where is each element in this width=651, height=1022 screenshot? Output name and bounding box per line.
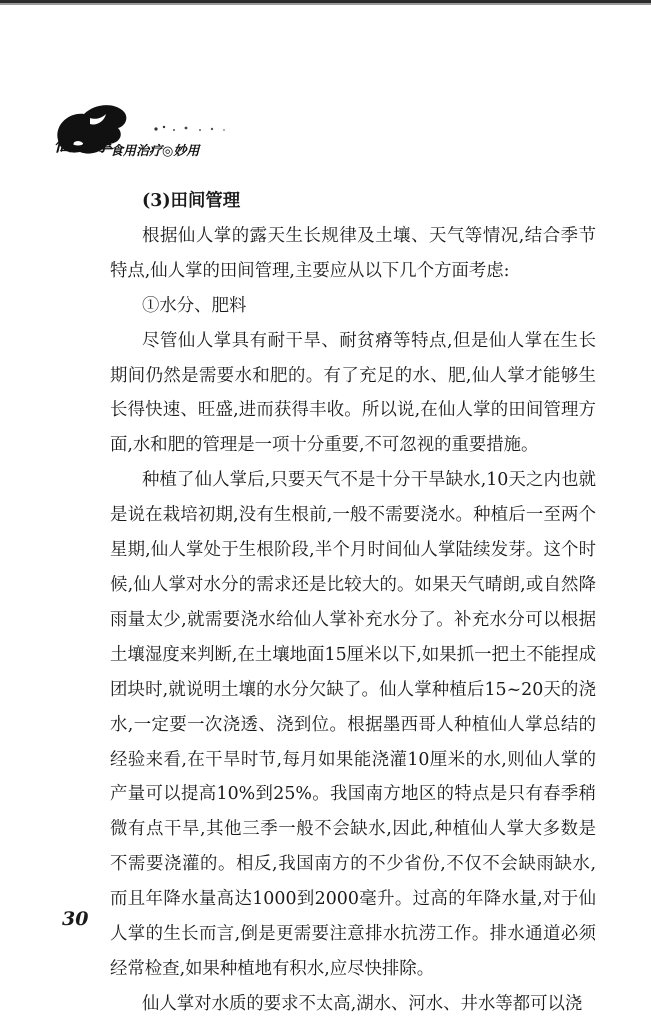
speckle-decoration — [150, 122, 240, 136]
paragraph: 尽管仙人掌具有耐干旱、耐贫瘠等特点,但是仙人掌在生长期间仍然是需要水和肥的。有了充足的水、肥,仙人掌才能够生长得快速、旺盛,进而获得丰收。所以说,在仙人掌的田间管理方面,水和肥的管理是一项十分重要,不可忽视的重要措施。 — [110, 330, 596, 456]
book-subtitle: 食用治疗◎妙用 — [110, 144, 200, 159]
paragraph: 仙人掌对水质的要求不太高,湖水、河水、井水等都可以浇 — [142, 993, 583, 1014]
paragraph: 种植了仙人掌后,只要天气不是十分干旱缺水,10天之内也就是说在栽培初期,没有生根前,一般不需要浇水。种植后一至两个星期,仙人掌处于生根阶段,半个月时间仙人掌陆续发芽。这个时候,仙人掌对水分的需求还是比较大的。如果天气晴朗,或自然降雨量太少,就需要浇水给仙人掌补充水分了。补充水分可以根据土壤湿度来判断,在土壤地面15厘米以下,如果抓一把土不能捏成团块时,就说明土壤的水分欠缺了。仙人掌种植后15~20天的浇水,一定要一次浇透、浇到位。根据墨西哥人种植仙人掌总结的经验来看,在干旱时节,每月如果能浇灌10厘米的水,则仙人掌的产量可以提高10%到25%。我国南方地区的特点是只有春季稍微有点干旱,其他三季一般不会缺水,因此,种植仙人掌大多数是不需要浇灌的。相反,我国南方的不少省份,不仅不会缺雨缺水,而且年降水量高达1000到2000毫升。过高的年降水量,对于仙人掌的生长而言,倒是更需要注意排水抗涝工作。排水通道必须经常检查,如果种植地有积水,应尽快排除。 — [110, 470, 596, 979]
section-heading: (3)田间管理 — [142, 191, 241, 211]
top-rule — [0, 0, 651, 8]
body-text — [110, 184, 596, 1022]
intro-paragraph: 根据仙人掌的露天生长规律及土壤、天气等情况,结合季节特点,仙人掌的田间管理,主要应从以下几个方面考虑: — [110, 225, 596, 281]
page-number: 30 — [62, 908, 89, 930]
running-header — [50, 100, 240, 170]
book-title: 仙人掌 — [54, 134, 115, 156]
subsection-heading: ①水分、肥料 — [142, 295, 247, 316]
